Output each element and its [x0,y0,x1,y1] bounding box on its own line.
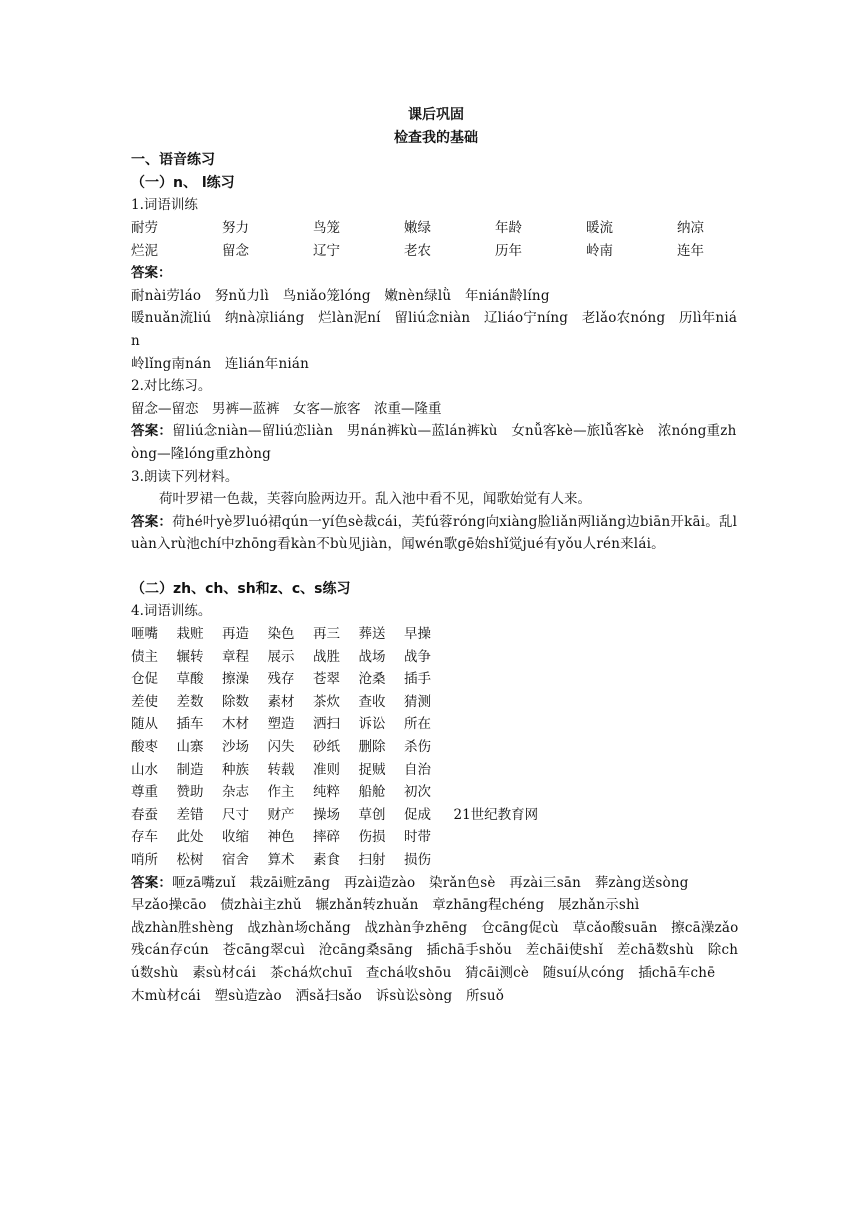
q4-answer [131,872,741,895]
q2-text: 留念—留恋 男裤—蓝裤 女客—旅客 浓重—隆重 [131,400,442,417]
spacer [131,556,741,578]
word: 船舱 [358,784,386,801]
part2-heading: （二）zh、ch、sh和z、c、s练习 [131,580,351,597]
word: 此处 [176,829,204,846]
word: 债主 [131,648,158,665]
word: 草创 [358,806,386,823]
word: 纳凉 [677,219,704,236]
q4-word-row [131,668,741,691]
part1-heading: （一）n、 l练习 [131,174,235,191]
q4-word-row [131,691,741,714]
word: 擦澡 [222,671,249,688]
word: 咂嘴 [131,626,158,643]
word: 酸枣 [131,739,158,756]
q4-word-row [131,623,741,646]
q4-word-row [131,804,741,827]
q4-word-row [131,736,741,759]
word: 宿舍 [222,852,249,868]
word: 松树 [176,852,204,868]
word: 差错 [176,806,204,823]
word: 摔碎 [313,829,340,846]
word: 素食 [313,852,340,868]
word: 留念 [222,242,249,259]
word: 年龄 [495,219,522,236]
word: 删除 [358,739,386,756]
word: 尺寸 [222,806,249,823]
q4-word-row [131,781,741,804]
word: 插车 [176,716,204,733]
word: 山水 [131,761,158,778]
word: 插手 [404,671,431,688]
word: 存车 [131,829,158,846]
word: 章程 [222,648,249,665]
word: 仓促 [131,671,158,688]
word: 再造 [222,626,249,643]
word: 努力 [222,219,249,236]
word: 茶炊 [313,693,340,710]
word: 连年 [677,242,704,259]
word: 猜测 [404,693,431,710]
q4-word-row [131,849,741,872]
word: 转载 [267,761,295,778]
q4-answer-line-3: 战zhàn胜shèng 战zhàn场chǎng 战zhàn争zhēng 仓cāng促cù 草cǎo酸suān 擦cā澡zǎo 残cán存cún 苍cāng翠cuì 沧cāng桑sāng 插chā手shǒu 差chāi使shǐ 差chā数shù 除chú数shù 素sù材cái 茶chá炊chuī 查chá收shōu 猜cāi测cè 随suí从cóng 插chā车chē 木mù材cái 塑sù造zào 洒sǎ扫sǎo 诉sù讼sòng 所suǒ [131,919,753,1004]
word: 种族 [222,761,249,778]
word: 战胜 [313,648,340,665]
word: 尊重 [131,784,158,801]
word: 差使 [131,693,158,710]
word: 神色 [267,829,295,846]
q4-word-grid [131,623,741,872]
word: 时带 [404,829,431,846]
q4-answer-label: 答案： [131,874,173,891]
word: 诉讼 [358,716,386,733]
word: 差数 [176,693,204,710]
word: 草酸 [176,671,204,688]
q2-answer-text: 留liú念niàn—留liú恋liàn 男nán裤kù—蓝lán裤kù 女nǚ客kè—旅lǚ客kè 浓nóng重zhòng—隆lóng重zhòng [131,423,737,462]
q1-label: 1.词语训练 [131,197,198,214]
word: 辽宁 [313,242,340,259]
q3-answer-text: 荷hé叶yè罗luó裙qún一yí色sè裁cái，芙fú蓉róng向xiàng脸liǎn两liǎng边biān开kāi。乱luàn入rù池chí中zhōng看kàn不bù见jiàn，闻wén歌gē始shǐ觉jué有yǒu人rén来lái。 [131,513,738,553]
word: 算术 [267,852,295,868]
word: 21世纪教育网 [453,806,539,823]
word: 准则 [313,761,340,778]
q4-answer-text: 咂zā嘴zuǐ 栽zāi赃zāng 再zài造zào 染rǎn色sè 再zài三sān 葬zàng送sòng [172,874,689,891]
word: 山寨 [176,739,204,756]
word: 砂纸 [313,739,340,756]
word: 初次 [404,784,431,801]
q4-label: 4.词语训练。 [131,603,212,620]
word: 葬送 [358,626,386,643]
q4-word-row [131,826,741,849]
word: 所在 [404,716,431,733]
q3-answer-label: 答案： [131,513,173,530]
section-heading-phonetics: 一、语音练习 [131,152,215,169]
word: 鸟笼 [313,219,340,236]
q4-word-row [131,646,741,669]
word: 捉贼 [358,761,386,778]
q4-word-row [131,759,741,782]
word: 扫射 [358,852,386,868]
word: 辗转 [176,648,204,665]
q2-label: 2.对比练习。 [131,378,212,395]
word: 收缩 [222,829,249,846]
word: 杂志 [222,784,249,801]
q1-answer-line-2: 暖nuǎn流liú 纳nà凉liáng 烂làn泥ní 留liú念niàn 辽liáo宁níng 老lǎo农nóng 历lì年nián [131,310,738,349]
word: 塑造 [267,716,295,733]
word: 再三 [313,626,340,643]
word: 沧桑 [358,671,386,688]
word: 沙场 [222,739,249,756]
document-page [131,104,753,1007]
q1-answer-line-3: 岭lǐng南nán 连lián年nián [131,355,310,372]
word: 促成 [404,806,431,823]
word: 伤损 [358,829,386,846]
word: 赞助 [176,784,204,801]
word: 暖流 [586,219,613,236]
word: 栽赃 [176,626,204,643]
q3-label: 3.朗读下列材料。 [131,468,239,485]
word: 烂泥 [131,242,158,259]
word: 作主 [267,784,295,801]
word: 战争 [404,648,431,665]
q1-word-row-2 [131,240,741,263]
word: 春蚕 [131,806,158,823]
word: 自治 [404,761,431,778]
q3-answer [131,511,741,556]
word: 展示 [267,648,295,665]
word: 损伤 [404,852,431,868]
word: 制造 [176,761,204,778]
q2-answer-label: 答案： [131,423,173,440]
q1-word-row-1 [131,217,741,240]
q2-answer [131,420,741,465]
word: 哨所 [131,852,158,868]
word: 杀伤 [404,739,431,756]
word: 岭南 [586,242,613,259]
q3-poem: 荷叶罗裙一色裁，芙蓉向脸两边开。乱入池中看不见，闻歌始觉有人来。 [159,491,591,508]
word: 除数 [222,693,249,710]
word: 苍翠 [313,671,340,688]
word: 老农 [404,242,431,259]
word: 木材 [222,716,249,733]
q1-answer-line-1: 耐nài劳láo 努nǔ力lì 鸟niǎo笼lóng 嫩nèn绿lǜ 年nián龄líng [131,287,550,304]
word: 历年 [495,242,522,259]
word: 嫩绿 [404,219,431,236]
doc-subtitle: 检查我的基础 [394,129,478,146]
doc-title: 课后巩固 [408,107,464,123]
word: 早操 [404,626,431,643]
word: 战场 [358,648,386,665]
q4-answer-line-2: 早zǎo操cāo 债zhài主zhǔ 辗zhǎn转zhuǎn 章zhāng程chéng 展zhǎn示shì [131,897,640,914]
word: 财产 [267,806,295,823]
q4-word-row [131,713,741,736]
word: 纯粹 [313,784,340,801]
word: 素材 [267,693,295,710]
q1-answer-label: 答案： [131,265,172,282]
word: 染色 [267,626,295,643]
word: 操场 [313,806,340,823]
word: 洒扫 [313,716,340,733]
word: 随从 [131,716,158,733]
word: 闪失 [267,739,295,756]
word: 残存 [267,671,295,688]
word: 耐劳 [131,219,158,236]
word: 查收 [358,693,386,710]
